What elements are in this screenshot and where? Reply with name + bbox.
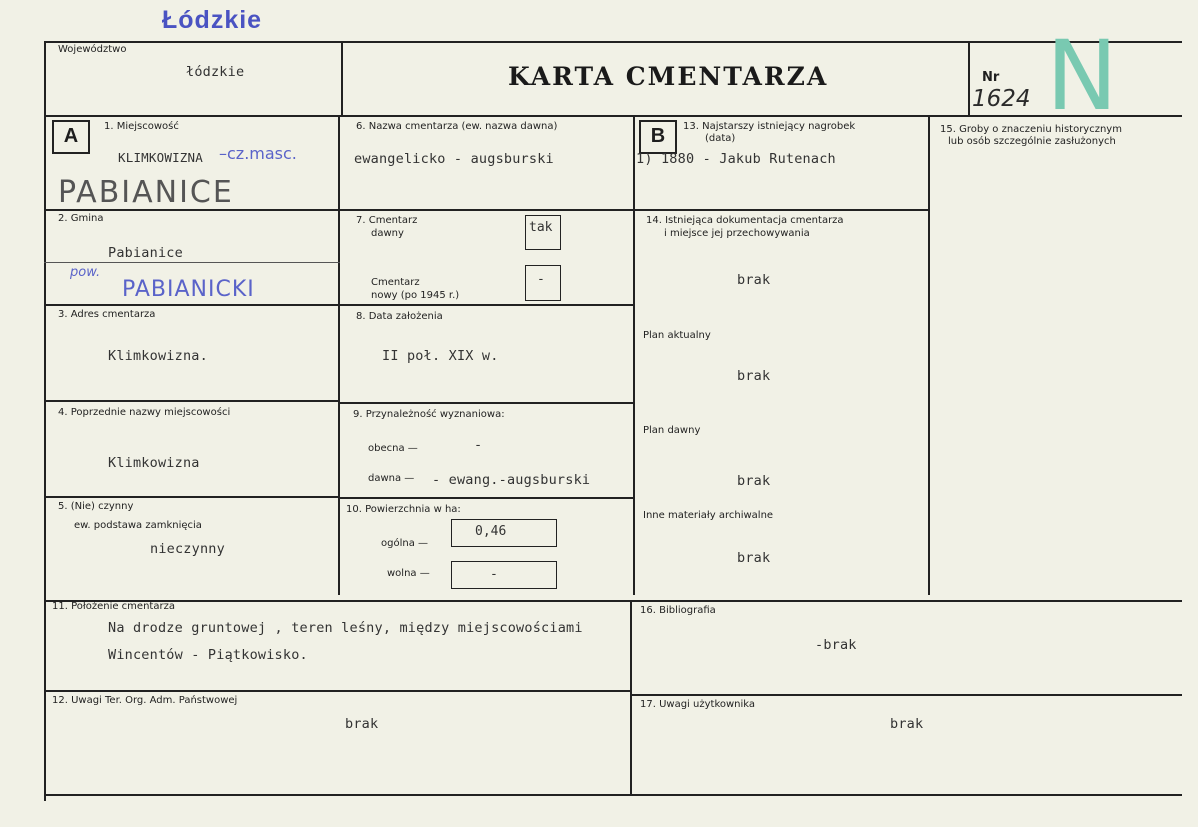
field-7-nowy-value: -	[537, 272, 545, 287]
field-2-value: Pabianice	[108, 245, 183, 261]
field-1-value: KLIMKOWIZNA	[118, 150, 203, 165]
inne-materialy-value: brak	[737, 550, 771, 566]
plan-aktualny-label: Plan aktualny	[643, 330, 711, 341]
header-divider-1	[341, 41, 343, 116]
field-10-ogolna-value: 0,46	[475, 524, 507, 539]
field-13-value: 1) 1880 - Jakub Rutenach	[636, 151, 836, 167]
field-10-wolna-value: -	[490, 567, 498, 582]
field-10-wolna-box	[451, 561, 557, 589]
field-4-value: Klimkowizna	[108, 455, 200, 471]
field-13-label-2: (data)	[705, 133, 736, 144]
field-17-value: brak	[890, 716, 924, 732]
field-15-label-1: 15. Groby o znaczeniu historycznym	[940, 124, 1122, 135]
nr-value: 1624	[972, 86, 1031, 112]
field-17-label: 17. Uwagi użytkownika	[640, 699, 756, 710]
region-stamp: Łódzkie	[162, 6, 263, 34]
voivodeship-label: Województwo	[58, 44, 127, 55]
field-9-label: 9. Przynależność wyznaniowa:	[353, 409, 505, 420]
field-9-obecna-value: -	[474, 437, 483, 453]
field-5-label-2: ew. podstawa zamknięcia	[74, 520, 202, 531]
header-divider-2	[968, 41, 970, 116]
field-8-label: 8. Data założenia	[356, 311, 443, 322]
field-14-label-2: i miejsce jej przechowywania	[664, 228, 810, 239]
field-6-value: ewangelicko - augsburski	[354, 151, 554, 167]
plan-aktualny-value: brak	[737, 368, 771, 384]
field-4-label: 4. Poprzednie nazwy miejscowości	[58, 407, 231, 418]
field-3-label: 3. Adres cmentarza	[58, 309, 156, 320]
field-9-dawna-value: - ewang.-augsburski	[432, 472, 591, 488]
row-rule-b1	[340, 209, 930, 211]
section-b-letter: B	[639, 120, 677, 154]
field-16-label: 16. Bibliografia	[640, 605, 716, 616]
row-rule-b3	[340, 402, 634, 404]
field-9-dawna-label: dawna —	[368, 473, 415, 484]
field-6-label: 6. Nazwa cmentarza (ew. nazwa dawna)	[356, 121, 558, 132]
field-5-label-1: 5. (Nie) czynny	[58, 501, 134, 512]
field-11-line-2: Wincentów - Piątkowisko.	[108, 647, 308, 663]
field-13-label-1: 13. Najstarszy istniejący nagrobek	[683, 121, 856, 132]
field-7-label-2: dawny	[371, 228, 404, 239]
col-divider-b	[633, 115, 635, 595]
field-12-value: brak	[345, 716, 379, 732]
row-rule-left-12	[44, 690, 632, 692]
inne-materialy-label: Inne materiały archiwalne	[643, 510, 774, 521]
field-7-label-1: 7. Cmentarz	[356, 215, 418, 226]
row-rule-b2	[340, 304, 634, 306]
field-7-nowy-label-1: Cmentarz	[371, 277, 420, 288]
nr-letter: N	[1046, 20, 1118, 132]
left-border	[44, 41, 46, 801]
row-rule-right-17	[632, 694, 1182, 696]
col-divider-a	[338, 115, 340, 595]
field-2-label: 2. Gmina	[58, 213, 104, 224]
row-rule-main	[44, 600, 1182, 602]
field-1-hand-big: PABIANICE	[58, 175, 234, 210]
field-14-label-1: 14. Istniejąca dokumentacja cmentarza	[646, 215, 844, 226]
field-15-label-2: lub osób szczególnie zasłużonych	[948, 136, 1116, 147]
field-16-value: -brak	[815, 637, 857, 653]
row-rule-b4	[340, 497, 634, 499]
header-bottom-rule	[44, 115, 1182, 117]
field-10-wolna-label: wolna —	[387, 568, 430, 579]
plan-dawny-label: Plan dawny	[643, 425, 701, 436]
field-5-value: nieczynny	[150, 541, 225, 557]
field-1-label: 1. Miejscowość	[104, 121, 179, 132]
field-11-line-1: Na drodze gruntowej , teren leśny, między miejscowościami	[108, 620, 583, 636]
top-rule	[44, 41, 1182, 43]
field-2-hand-value: PABIANICKI	[122, 277, 255, 302]
field-7-dawny-value: tak	[529, 220, 553, 235]
row-rule-a3	[44, 400, 340, 402]
field-12-label: 12. Uwagi Ter. Org. Adm. Państwowej	[52, 695, 238, 706]
col-divider-c	[928, 115, 930, 595]
row-rule-a4	[44, 496, 340, 498]
section-a-letter: A	[52, 120, 90, 154]
card-title: KARTA CMENTARZA	[508, 62, 829, 91]
bottom-rule	[44, 794, 1182, 796]
voivodeship-value: łódzkie	[186, 64, 245, 80]
field-1-hand-note: –cz.masc.	[219, 144, 297, 163]
field-3-value: Klimkowizna.	[108, 348, 208, 364]
field-11-label: 11. Położenie cmentarza	[52, 601, 175, 612]
nr-label: Nr	[982, 70, 1000, 85]
row-rule-a2	[44, 304, 340, 306]
field-8-value: II poł. XIX w.	[382, 348, 499, 364]
col-divider-bottom	[630, 600, 632, 795]
field-9-obecna-label: obecna —	[368, 443, 418, 454]
field-2-underline	[44, 262, 340, 263]
field-10-label: 10. Powierzchnia w ha:	[346, 504, 461, 515]
field-2-hand-prefix: pow.	[70, 265, 101, 280]
field-7-nowy-label-2: nowy (po 1945 r.)	[371, 290, 460, 301]
field-10-ogolna-label: ogólna —	[381, 538, 429, 549]
plan-dawny-value: brak	[737, 473, 771, 489]
field-14-value: brak	[737, 272, 771, 288]
